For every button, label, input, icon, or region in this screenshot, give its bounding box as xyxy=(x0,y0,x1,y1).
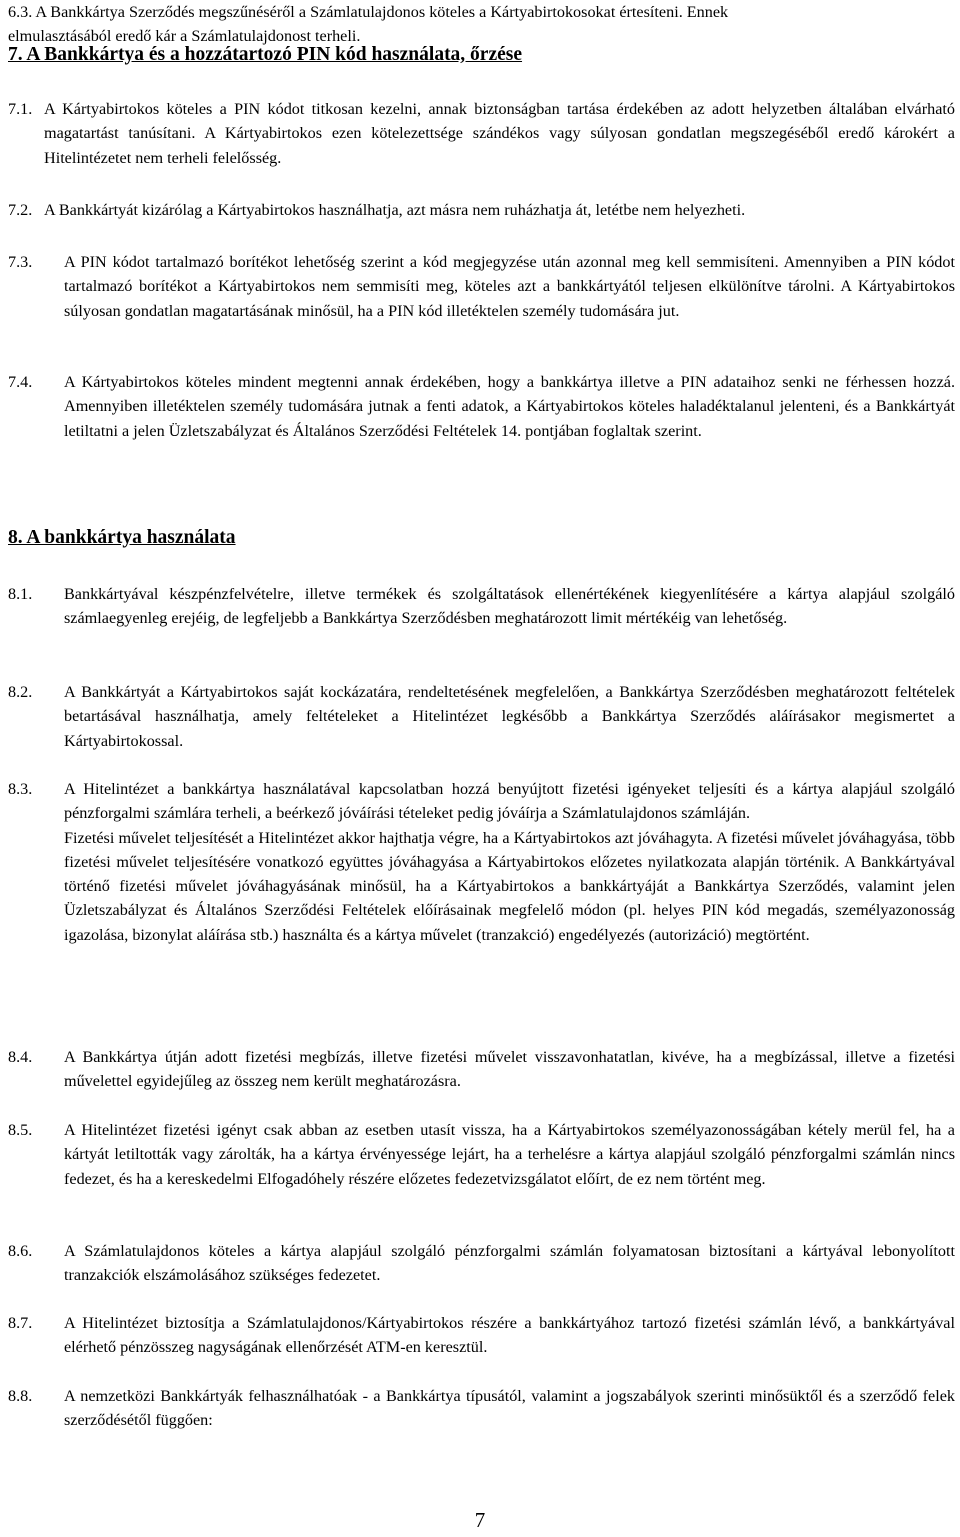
paragraph-number: 8.1. xyxy=(8,585,33,603)
paragraph-8-6 xyxy=(8,1239,955,1288)
paragraph-number: 8.6. xyxy=(8,1242,33,1260)
paragraph-number: 8.8. xyxy=(8,1387,33,1405)
paragraph-text: A Bankkártya útján adott fizetési megbízás, illetve fizetési művelet visszavonhatatlan, kivéve, ha a megbízással, illetve a fizetési művelettel egyidejűleg az összeg nem került meghatározásra. xyxy=(64,1048,955,1091)
paragraph-6-3 xyxy=(8,0,955,49)
section-7-heading: 7. A Bankkártya és a hozzátartozó PIN kód használata, őrzése xyxy=(8,44,523,65)
paragraph-7-3 xyxy=(8,250,955,323)
paragraph-text: A Kártyabirtokos köteles a PIN kódot titkosan kezelni, annak biztonságban tartása érdekében az adott helyzetben általában elvárható magatartást tanúsítani. A Kártyabirtokos ezen kötelezettsége szándékos vagy súlyosan gondatlan megszegéséből eredő károkért a Hitelintézetet nem terheli felelősség. xyxy=(44,100,955,167)
paragraph-text: A Hitelintézet a bankkártya használatával kapcsolatban hozzá benyújtott fizetési igényeket teljesíti és a kártya alapjául szolgáló pénzforgalmi számlára terheli, a beérkező jóváírási tételeket pedig jóváírja a Számlatulajdonos számláján. xyxy=(64,780,955,823)
paragraph-text: A Hitelintézet fizetési igényt csak abban az esetben utasít vissza, ha a Kártyabirtokos személyazonosságában kétely merül fel, ha a kártyát letiltották vagy zárolták, ha a kártya érvényessége lejárt, ha a terhelésre a kártya alapjául szolgáló pénzforgalmi számlán nincs fedezet, és ha a kereskedelmi Elfogadóhely részére előzetes fedezetvizsgálatot előírt, de ez nem történt meg. xyxy=(64,1121,955,1188)
paragraph-number: 8.3. xyxy=(8,780,33,798)
paragraph-8-8 xyxy=(8,1384,955,1433)
paragraph-6-3-line-1: 6.3. A Bankkártya Szerződés megszűnéséről a Számlatulajdonos köteles a Kártyabirtokosokat értesíteni. Ennek xyxy=(8,3,729,21)
paragraph-8-7 xyxy=(8,1311,955,1360)
paragraph-text: A nemzetközi Bankkártyák felhasználhatóak - a Bankkártya típusától, valamint a jogszabályok szerinti minősüktől és a szerződő felek szerződésétől függően: xyxy=(64,1387,955,1430)
paragraph-number: 7.3. xyxy=(8,253,33,271)
paragraph-7-1 xyxy=(8,97,955,170)
section-8-heading: 8. A bankkártya használata xyxy=(8,527,236,548)
paragraph-6-3-line-2: elmulasztásából eredő kár a Számlatulajdonost terheli. xyxy=(8,27,361,46)
paragraph-text: A Hitelintézet biztosítja a Számlatulajdonos/Kártyabirtokos részére a bankkártyához tartozó fizetési számlán lévő, a bankkártyával elérhető pénzösszeg nagyságának ellenőrzését ATM-en keresztül. xyxy=(64,1314,955,1357)
paragraph-7-4 xyxy=(8,370,955,443)
paragraph-number: 8.5. xyxy=(8,1121,33,1139)
paragraph-8-1 xyxy=(8,582,955,631)
paragraph-number: 7.4. xyxy=(8,373,33,391)
paragraph-8-5 xyxy=(8,1118,955,1191)
paragraph-8-2 xyxy=(8,680,955,753)
paragraph-number: 8.2. xyxy=(8,683,33,701)
paragraph-text: A Bankkártyát kizárólag a Kártyabirtokos használhatja, azt másra nem ruházhatja át, letétbe nem helyezheti. xyxy=(44,201,746,219)
paragraph-text-continued: Fizetési művelet teljesítését a Hitelintézet akkor hajthatja végre, ha a Kártyabirtokos azt jóváhagyta. A fizetési művelet jóváhagyása, több fizetési művelet teljesítésére vonatkozó együttes jóváhagyása a Kártyabirtokos előzetes nyilatkozata alapján történik. A Bankkártyával történő fizetési művelet jóváhagyásának minősül, ha a Kártyabirtokos a bankkártyáját a Bankkártya Szerződés, valamint jelen Üzletszabályzat és Általános Szerződési Feltételek előírásainak megfelelő módon (pl. helyes PIN kód megadás, személyazonosság igazolása, bizonylat aláírása stb.) használta és a kártya művelet (tranzakció) engedélyezés (autorizáció) megtörtént. xyxy=(64,828,955,944)
paragraph-8-3 xyxy=(8,777,955,947)
paragraph-text: A Számlatulajdonos köteles a kártya alapjául szolgáló pénzforgalmi számlán folyamatosan biztosítani a kártyával lebonyolított tranzakciók elszámolásához szükséges fedezetet. xyxy=(64,1242,955,1285)
paragraph-text: A Bankkártyát a Kártyabirtokos saját kockázatára, rendeltetésének megfelelően, a Bankkártya Szerződésben meghatározott feltételek betartásával használhatja, amely feltételeket a Hitelintézet legkésőbb a Bankkártya Szerződés aláírásakor megismertet a Kártyabirtokossal. xyxy=(64,683,955,750)
paragraph-text: A PIN kódot tartalmazó borítékot lehetőség szerint a kód megjegyzése után azonnal meg kell semmisíteni. Amennyiben a PIN kódot tartalmazó borítékot a Kártyabirtokos nem semmisíti meg, köteles azt a bankkártyától teljesen elkülönítve tárolni. A Kártyabirtokos súlyosan gondatlan magatartásának minősül, ha a PIN kód illetéktelen személy tudomására jut. xyxy=(64,253,955,320)
paragraph-text: Bankkártyával készpénzfelvételre, illetve termékek és szolgáltatások ellenértékének kiegyenlítésére a kártya alapjául szolgáló számlaegyenleg erejéig, de legfeljebb a Bankkártya Szerződésben meghatározott limit mértékéig van lehetőség. xyxy=(64,585,955,628)
paragraph-number: 7.2. xyxy=(8,201,33,219)
paragraph-7-2 xyxy=(8,198,955,222)
page-number: 7 xyxy=(474,1508,486,1532)
paragraph-text: A Kártyabirtokos köteles mindent megtenni annak érdekében, hogy a bankkártya illetve a PIN adataihoz senki ne férhessen hozzá. Amennyiben illetéktelen személy tudomására jutnak a fenti adatok, a Kártyabirtokos köteles haladéktalanul jelenteni, és a Bankkártyát letiltatni a jelen Üzletszabályzat és Általános Szerződési Feltételek 14. pontjában foglaltak szerint. xyxy=(64,373,955,440)
paragraph-number: 7.1. xyxy=(8,100,33,118)
paragraph-number: 8.7. xyxy=(8,1314,33,1332)
paragraph-8-4 xyxy=(8,1045,955,1094)
paragraph-number: 8.4. xyxy=(8,1048,33,1066)
